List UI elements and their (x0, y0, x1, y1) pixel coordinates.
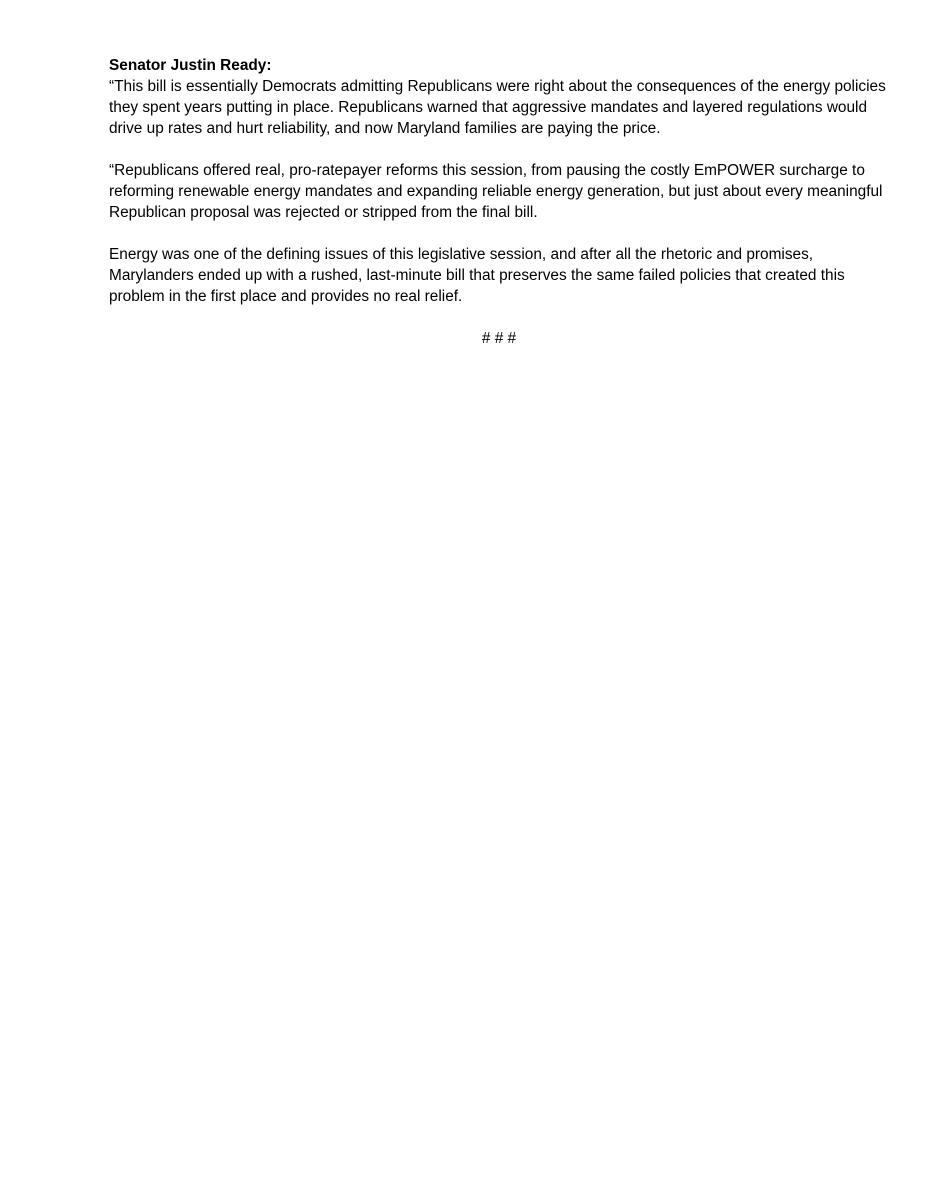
end-mark: # # # (481, 330, 517, 347)
speaker-heading: Senator Justin Ready: (109, 57, 272, 74)
press-statement (109, 55, 889, 349)
statement-paragraph-2: “Republicans offered real, pro-ratepayer reforms this session, from pausing the costly EmPOWER surcharge to reforming renewable energy mandates and expanding reliable energy generation, but just about every meaningful Republican proposal was rejected or stripped from the final bill. (109, 162, 883, 221)
statement-paragraph-1: “This bill is essentially Democrats admitting Republicans were right about the consequences of the energy policies they spent years putting in place. Republicans warned that aggressive mandates and layered regulations would drive up rates and hurt reliability, and now Maryland families are paying the price. (109, 78, 886, 137)
statement-paragraph-3: Energy was one of the defining issues of this legislative session, and after all the rhetoric and promises, Marylanders ended up with a rushed, last-minute bill that preserves the same failed policies that created this problem in the first place and provides no real relief. (109, 246, 845, 305)
